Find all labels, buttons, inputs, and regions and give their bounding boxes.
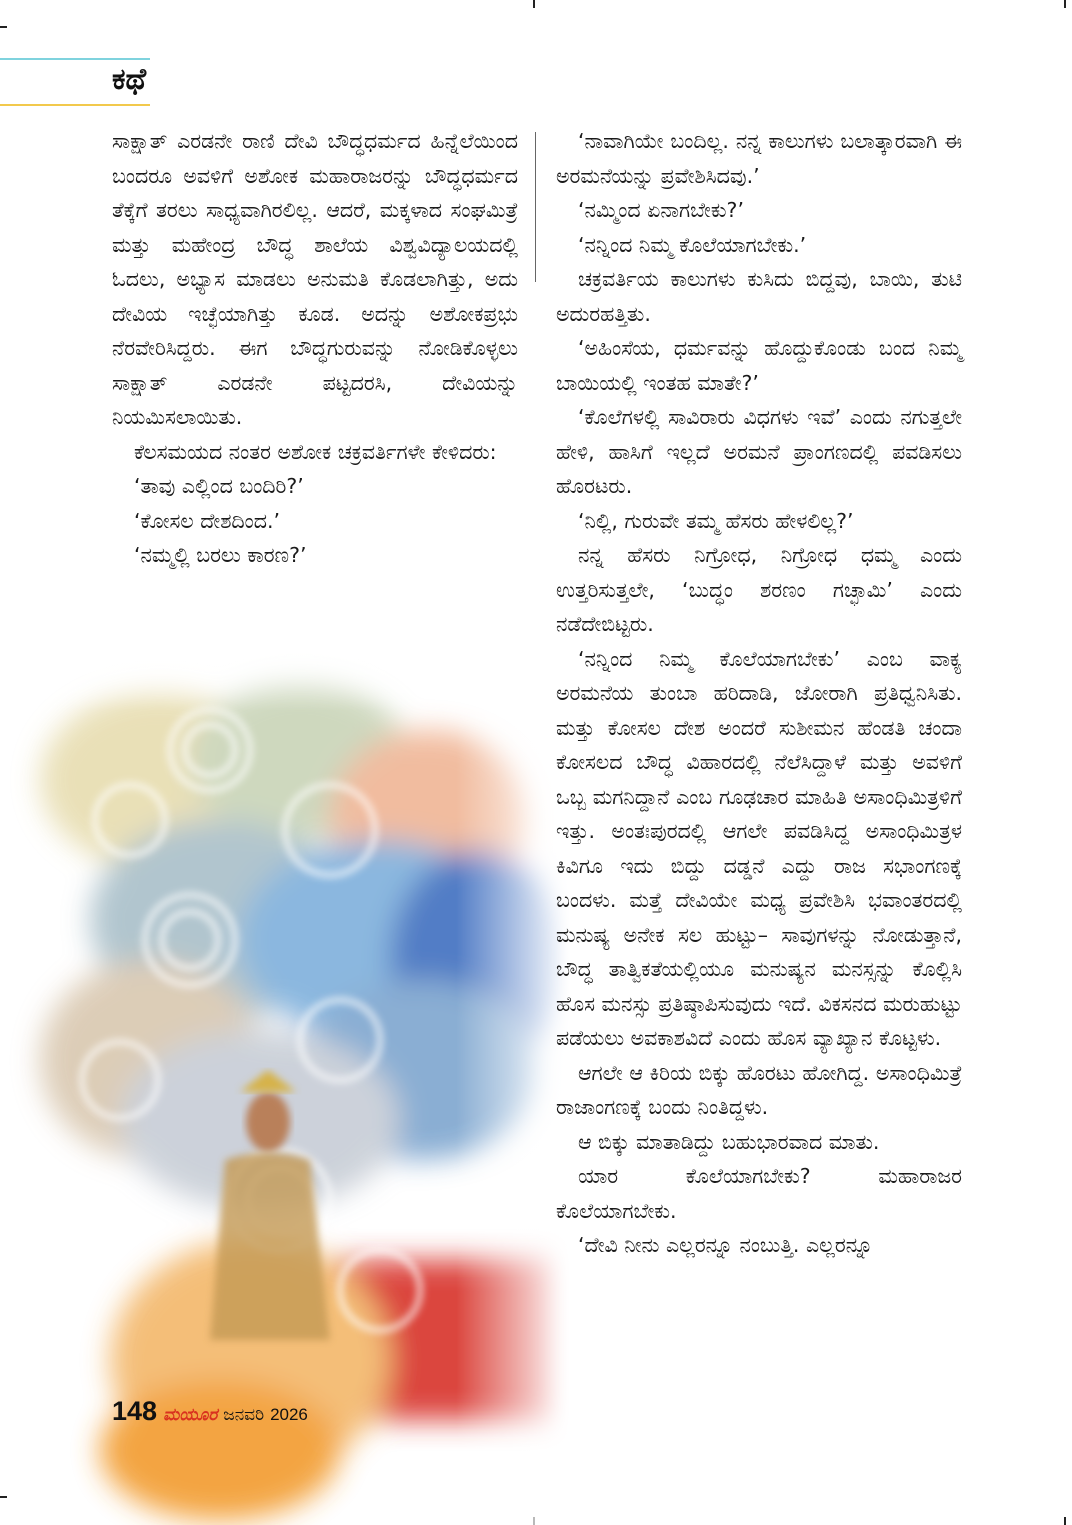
issue-month: ಜನವರಿ [223, 1405, 265, 1425]
paragraph: ‘ದೇವಿ ನೀನು ಎಲ್ಲರನ್ನೂ ನಂಬುತ್ತಿ. ಎಲ್ಲರನ್ನೂ [578, 1233, 873, 1257]
paragraph: ‘ಕೊಲೆಗಳಲ್ಲಿ ಸಾವಿರಾರು ವಿಧಗಳು ಇವೆ’ ಎಂದು ನಗುತ್ತಲೇ ಹೇಳಿ, ಹಾಸಿಗೆ ಇಲ್ಲದೆ ಅರಮನೆ ಪ್ರಾಂಗಣದಲ್ಲಿ ಪವಡಿಸಲು ಹೊರಟರು. [556, 405, 962, 498]
column-divider [535, 132, 536, 282]
story-illustration [0, 640, 570, 1525]
paragraph: ‘ಕೋಸಲ ದೇಶದಿಂದ.’ [134, 508, 281, 533]
paragraph: ‘ನಮ್ಮಲ್ಲಿ ಬರಲು ಕಾರಣ?’ [134, 543, 307, 567]
paragraph: ಚಕ್ರವರ್ತಿಯ ಕಾಲುಗಳು ಕುಸಿದು ಬಿದ್ದವು, ಬಾಯಿ, ತುಟಿ ಅದುರಹತ್ತಿತು. [556, 267, 962, 326]
article-column-right [556, 124, 962, 1263]
paragraph: ‘ನಾವಾಗಿಯೇ ಬಂದಿಲ್ಲ. ನನ್ನ ಕಾಲುಗಳು ಬಲಾತ್ಕಾರವಾಗಿ ಈ ಅರಮನೆಯನ್ನು ಪ್ರವೇಶಿಸಿದವು.’ [556, 129, 962, 188]
crop-mark-top-left [0, 26, 7, 28]
crop-mark-top-mid [533, 0, 535, 8]
article-column-left [112, 124, 518, 573]
page-footer [112, 1396, 308, 1427]
paragraph: ಸಾಕ್ಷಾತ್ ಎರಡನೇ ರಾಣಿ ದೇವಿ ಬೌದ್ಧಧರ್ಮದ ಹಿನ್ನೆಲೆಯಿಂದ ಬಂದರೂ ಅವಳಿಗೆ ಅಶೋಕ ಮಹಾರಾಜರನ್ನು ಬೌದ್ಧಧರ್ಮದ ತೆಕ್ಕೆಗೆ ತರಲು ಸಾಧ್ಯವಾಗಿರಲಿಲ್ಲ. ಆದರೆ, ಮಕ್ಕಳಾದ ಸಂಘಮಿತ್ರೆ ಮತ್ತು ಮಹೇಂದ್ರ ಬೌದ್ಧ ಶಾಲೆಯ ವಿಶ್ವವಿದ್ಯಾಲಯದಲ್ಲಿ ಓದಲು, ಅಭ್ಯಾಸ ಮಾಡಲು ಅನುಮತಿ ಕೊಡಲಾಗಿತ್ತು, ಅದು ದೇವಿಯ ಇಚ್ಛೆಯಾಗಿತ್ತು ಕೂಡ. ಅದನ್ನು ಅಶೋಕಪ್ರಭು ನೆರವೇರಿಸಿದ್ದರು. ಈಗ ಬೌದ್ಧಗುರುವನ್ನು ನೋಡಿಕೊಳ್ಳಲು ಸಾಕ್ಷಾತ್ ಎರಡನೇ ಪಟ್ಟದರಸಿ, ದೇವಿಯನ್ನು ನಿಯಮಿಸಲಾಯಿತು. [112, 129, 518, 429]
paragraph: ‘ನನ್ನಿಂದ ನಿಮ್ಮ ಕೊಲೆಯಾಗಬೇಕು’ ಎಂಬ ವಾಕ್ಯ ಅರಮನೆಯ ತುಂಬಾ ಹರಿದಾಡಿ, ಜೋರಾಗಿ ಪ್ರತಿಧ್ವನಿಸಿತು. ಮತ್ತು ಕೋಸಲ ದೇಶ ಅಂದರೆ ಸುಶೀಮನ ಹೆಂಡತಿ ಚಂದಾ ಕೋಸಲದ ಬೌದ್ಧ ವಿಹಾರದಲ್ಲಿ ನೆಲೆಸಿದ್ದಾಳೆ ಮತ್ತು ಅವಳಿಗೆ ಒಬ್ಬ ಮಗನಿದ್ದಾನೆ ಎಂಬ ಗೂಢಚಾರ ಮಾಹಿತಿ ಅಸಾಂಧಿಮಿತ್ರಳಿಗೆ ಇತ್ತು. ಅಂತಃಪುರದಲ್ಲಿ ಆಗಲೇ ಪವಡಿಸಿದ್ದ ಅಸಾಂಧಿಮಿತ್ರಳ ಕಿವಿಗೂ ಇದು ಬಿದ್ದು ದಡ್ಡನೆ ಎದ್ದು ರಾಜ ಸಭಾಂಗಣಕ್ಕೆ ಬಂದಳು. ಮತ್ತೆ ದೇವಿಯೇ ಮಧ್ಯ ಪ್ರವೇಶಿಸಿ ಭವಾಂತರದಲ್ಲಿ ಮನುಷ್ಯ ಅನೇಕ ಸಲ ಹುಟ್ಟು– ಸಾವುಗಳನ್ನು ನೋಡುತ್ತಾನೆ, ಬೌದ್ಧ ತಾತ್ವಿಕತೆಯಲ್ಲಿಯೂ ಮನುಷ್ಯನ ಮನಸ್ಸನ್ನು ಕೊಲ್ಲಿಸಿ ಹೊಸ ಮನಸ್ಸು ಪ್ರತಿಷ್ಠಾಪಿಸುವುದು ಇದೆ. ವಿಕಸನದ ಮರುಹುಟ್ಟು ಪಡೆಯಲು ಅವಕಾಶವಿದೆ ಎಂದು ಹೊಸ ವ್ಯಾಖ್ಯಾನ ಕೊಟ್ಟಳು. [556, 646, 962, 1050]
crop-mark-top-right [1064, 0, 1066, 8]
paragraph: ‘ನಿಲ್ಲಿ, ಗುರುವೇ ತಮ್ಮ ಹೆಸರು ಹೇಳಲಿಲ್ಲ?’ [578, 508, 854, 533]
paragraph: ಕೆಲಸಮಯದ ನಂತರ ಅಶೋಕ ಚಕ್ರವರ್ತಿಗಳೇ ಕೇಳಿದರು: [134, 439, 497, 464]
header-rule-cyan [0, 58, 150, 60]
paragraph: ನನ್ನ ಹೆಸರು ನಿಗ್ರೋಧ, ನಿಗ್ರೋಧ ಧಮ್ಮ ಎಂದು ಉತ್ತರಿಸುತ್ತಲೇ, ‘ಬುದ್ಧಂ ಶರಣಂ ಗಚ್ಛಾಮಿ’ ಎಂದು ನಡೆದೇಬಿಟ್ಟರು. [556, 543, 962, 636]
paragraph: ಯಾರ ಕೊಲೆಯಾಗಬೇಕು? ಮಹಾರಾಜರ ಕೊಲೆಯಾಗಬೇಕು. [556, 1164, 962, 1223]
magazine-logo: ಮಯೂರ [163, 1405, 218, 1425]
paragraph: ‘ತಾವು ಎಲ್ಲಿಂದ ಬಂದಿರಿ?’ [134, 474, 304, 498]
issue-year: 2026 [270, 1405, 308, 1424]
section-label: ಕಥೆ [112, 62, 147, 97]
paragraph: ‘ಅಹಿಂಸೆಯ, ಧರ್ಮವನ್ನು ಹೊದ್ದುಕೊಂಡು ಬಂದ ನಿಮ್ಮ ಬಾಯಿಯಲ್ಲಿ ಇಂತಹ ಮಾತೇ?’ [556, 336, 962, 395]
paragraph: ‘ನಮ್ಮಿಂದ ಏನಾಗಬೇಕು?’ [578, 198, 744, 222]
crop-mark-bottom-right [1064, 1517, 1066, 1525]
paragraph: ಆಗಲೇ ಆ ಕಿರಿಯ ಬಿಕ್ಕು ಹೊರಟು ಹೋಗಿದ್ದ. ಅಸಾಂಧಿಮಿತ್ರೆ ರಾಜಾಂಗಣಕ್ಕೆ ಬಂದು ನಿಂತಿದ್ದಳು. [556, 1060, 962, 1119]
page-number: 148 [112, 1396, 158, 1426]
header-rule-yellow [0, 104, 150, 106]
paragraph: ಆ ಬಿಕ್ಕು ಮಾತಾಡಿದ್ದು ಬಹುಭಾರವಾದ ಮಾತು. [578, 1129, 880, 1154]
paragraph: ‘ನನ್ನಿಂದ ನಿಮ್ಮ ಕೊಲೆಯಾಗಬೇಕು.’ [578, 232, 807, 257]
